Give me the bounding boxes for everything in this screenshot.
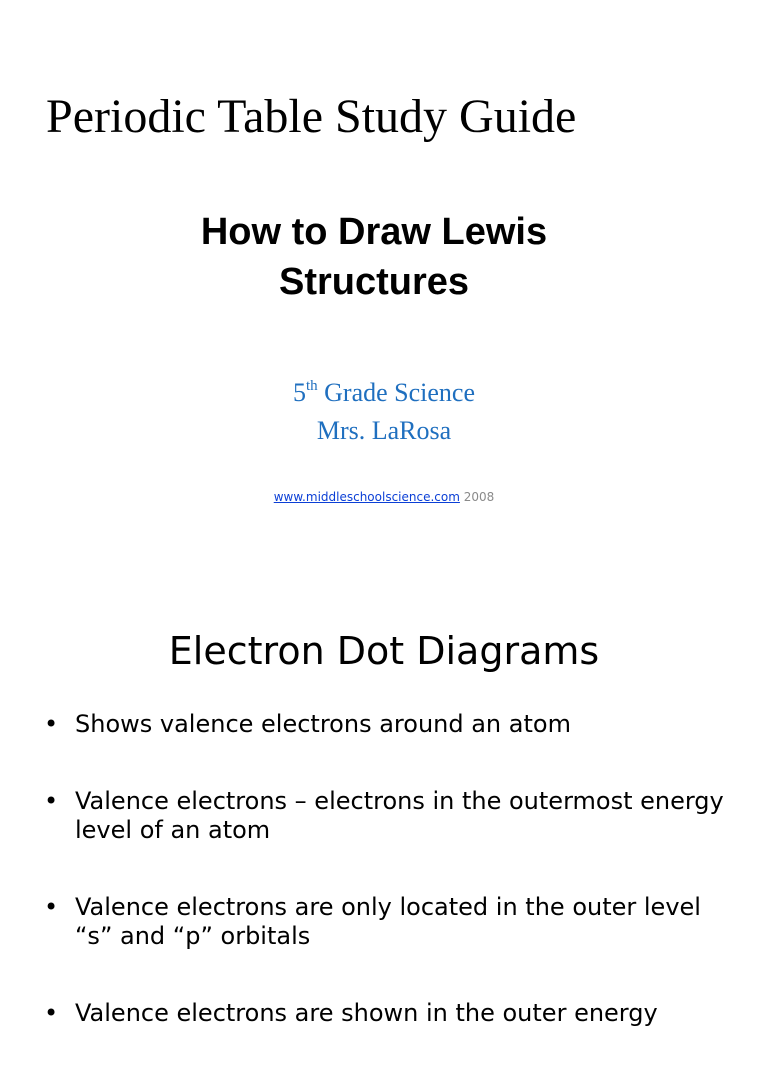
teacher-name: Mrs. LaRosa [316, 416, 452, 445]
source-year: 2008 [459, 490, 495, 504]
subtitle [0, 207, 748, 307]
section-heading: Electron Dot Diagrams [168, 629, 600, 673]
grade-number: 5 [292, 378, 306, 407]
credits [0, 374, 768, 450]
grade-suffix: th [305, 378, 318, 394]
page-title: Periodic Table Study Guide [46, 90, 577, 143]
subtitle-line-1: How to Draw Lewis [200, 211, 548, 253]
bullet-item [44, 893, 744, 951]
bullet-list [44, 710, 744, 1076]
bullet-icon: • [44, 893, 59, 921]
bullet-text: Valence electrons – electrons in the outermost energy level of an atom [75, 787, 724, 844]
bullet-text: Valence electrons are shown in the outer energy [75, 999, 658, 1027]
bullet-item [44, 710, 744, 739]
grade-line [0, 374, 768, 412]
grade-text: Grade Science [317, 378, 476, 407]
source-line [0, 488, 768, 506]
subtitle-line-2: Structures [278, 261, 470, 303]
bullet-text: Valence electrons are only located in the outer level “s” and “p” orbitals [75, 893, 701, 950]
bullet-icon: • [44, 787, 59, 815]
source-link[interactable]: www.middleschoolscience.com [273, 490, 460, 504]
bullet-text: Shows valence electrons around an atom [75, 710, 571, 738]
bullet-icon: • [44, 710, 59, 738]
bullet-item [44, 787, 744, 845]
bullet-icon: • [44, 999, 59, 1027]
